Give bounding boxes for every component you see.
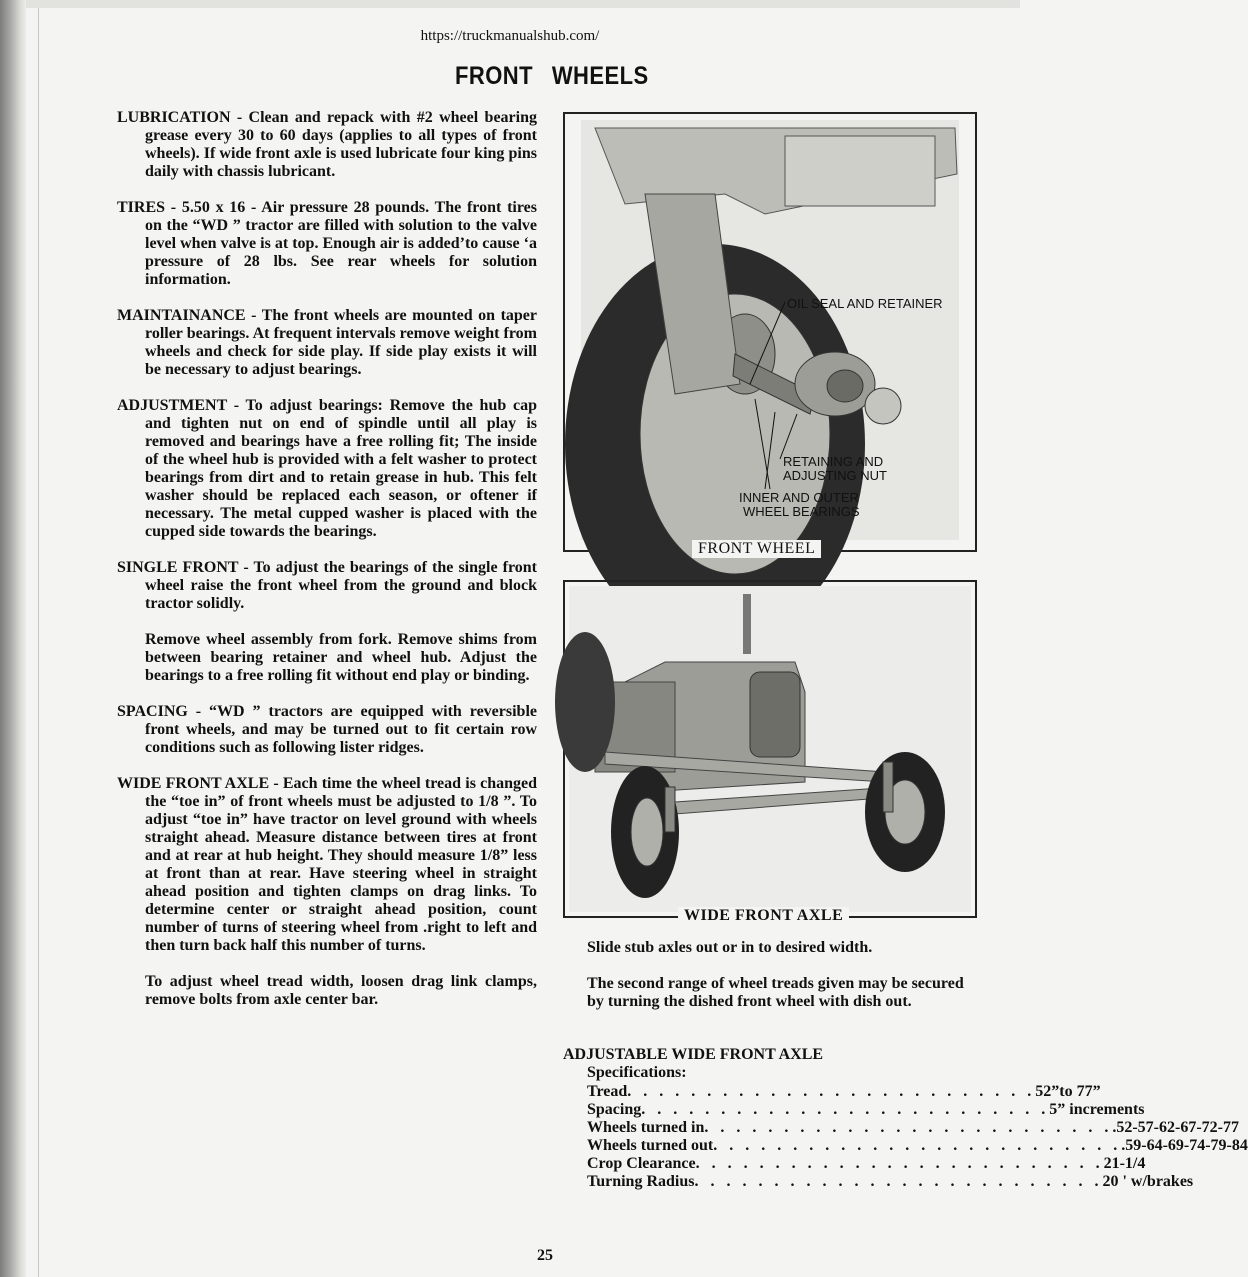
spec-row-wheels-in xyxy=(587,1119,1239,1137)
spec-label: Tread xyxy=(587,1083,628,1100)
spec-leader-dots: . . . . . . . . . . . . . . . . . . . . . . . . . . xyxy=(627,1083,1036,1100)
section-single-front xyxy=(117,559,537,613)
axle-note: The second range of wheel treads given may be secured by turning the dished front wheel with dish out. xyxy=(587,975,964,1010)
front-wheel-figure xyxy=(563,112,977,552)
page-title: FRONT WHEELS xyxy=(455,62,649,90)
section-heading: SPACING xyxy=(117,703,188,720)
section-lubrication xyxy=(117,109,537,181)
axle-notes-column xyxy=(587,939,977,1029)
section-heading: ADJUSTMENT xyxy=(117,397,227,414)
binding-crease xyxy=(38,0,39,1277)
spec-leader-dots: . . . . . . . . . . . . . . . . . . . . . . . . . . xyxy=(694,1173,1103,1190)
bearings-label-line1: INNER AND OUTER xyxy=(739,490,859,505)
spec-row-wheels-out xyxy=(587,1137,1248,1155)
section-wide-front-axle xyxy=(117,775,537,955)
page-number: 25 xyxy=(537,1247,553,1264)
section-adjustment xyxy=(117,397,537,541)
axle-note: Slide stub axles out or in to desired width. xyxy=(587,939,873,956)
radiator-grille xyxy=(750,672,800,757)
spec-value: 21-1/4 xyxy=(1103,1155,1146,1172)
tractor-illustration xyxy=(565,582,975,916)
spec-value: .59-64-69-74-79-84 xyxy=(1121,1137,1248,1154)
specs-heading: ADJUSTABLE WIDE FRONT AXLE xyxy=(563,1046,824,1063)
instructions-column xyxy=(117,109,537,1027)
exhaust-stack xyxy=(743,594,751,654)
spec-leader-dots: . . . . . . . . . . . . . . . . . . . . . . . . . . xyxy=(641,1101,1050,1118)
retaining-label-line2: ADJUSTING NUT xyxy=(783,468,887,483)
section-text: - To adjust the bearings of the single front wheel raise the front wheel from the ground and block tractor solidly. xyxy=(145,559,538,612)
scan-top-edge xyxy=(26,0,1020,8)
section-text: To adjust wheel tread width, loosen drag link clamps, remove bolts from axle center bar. xyxy=(145,973,537,1008)
section-spacing xyxy=(117,703,537,757)
section-heading: SINGLE FRONT xyxy=(117,559,239,576)
spec-leader-dots: . . . . . . . . . . . . . . . . . . . . . . . . . . xyxy=(704,1119,1113,1136)
spec-label: Crop Clearance xyxy=(587,1155,696,1172)
section-text: - The front wheels are mounted on taper roller bearings. At frequent intervals remove weight from wheels and check for side play. If side play exists it will be necessary to adjust bearings. xyxy=(145,307,537,378)
front-wheel-caption: FRONT WHEEL xyxy=(692,540,821,558)
right-king-pin xyxy=(883,762,893,812)
axle-bracket xyxy=(785,136,935,206)
section-maintainance xyxy=(117,307,537,379)
section-text: - 5.50 x 16 - Air pressure 28 pounds. The front tires on the “WD ” tractor are filled with solution to the valve level when valve is at top. Enough air is added’to cause ‘a pressure of 28 lbs. See rear wheels for solution information. xyxy=(145,199,537,288)
spec-value: 20 ' w/brakes xyxy=(1102,1173,1194,1190)
rear-wheel xyxy=(555,632,615,772)
section-heading: MAINTAINANCE xyxy=(117,307,246,324)
left-front-rim xyxy=(631,798,663,866)
specs-subheading: Specifications: xyxy=(587,1064,687,1081)
section-wide-front-axle-continued xyxy=(117,973,537,1009)
page-binding-shadow xyxy=(0,0,26,1277)
spec-row-crop-clearance xyxy=(587,1155,1146,1173)
spec-row-spacing xyxy=(587,1101,1145,1119)
section-text: Remove wheel assembly from fork. Remove shims from between bearing retainer and wheel hub. Adjust the bearings to a free rolling fit without end play or binding. xyxy=(145,631,537,684)
spec-leader-dots: . . . . . . . . . . . . . . . . . . . . . . . . . . xyxy=(695,1155,1104,1172)
section-heading: LUBRICATION xyxy=(117,109,231,126)
section-text: - To adjust bearings: Remove the hub cap and tighten nut on end of spindle until all play is removed and bearings have a free rolling fit; The inside of the wheel hub is provided with a felt washer to protect bearings from dirt and to retain grease in hub. This felt washer should be replaced each season, or oftener if necessary. The metal cupped washer is placed with the cupped side towards the bearings. xyxy=(145,397,537,540)
spec-label: Turning Radius xyxy=(587,1173,695,1190)
section-text: - “WD ” tractors are equipped with reversible front wheels, and may be turned out to fit certain row conditions such as following lister ridges. xyxy=(145,703,537,756)
wide-front-axle-figure xyxy=(563,580,977,918)
spec-row-turning-radius xyxy=(587,1173,1194,1191)
section-heading: TIRES xyxy=(117,199,166,216)
spec-value: 5” increments xyxy=(1049,1101,1145,1118)
spec-label: Wheels turned in xyxy=(587,1119,705,1136)
wide-front-axle-caption: WIDE FRONT AXLE xyxy=(678,907,849,925)
spec-label: Wheels turned out xyxy=(587,1137,714,1154)
spec-value: .52-57-62-67-72-77 xyxy=(1112,1119,1239,1136)
section-tires xyxy=(117,199,537,289)
section-single-front-continued xyxy=(117,631,537,685)
spec-row-tread xyxy=(587,1083,1101,1101)
hub-cap xyxy=(865,388,901,424)
spec-value: 52”to 77” xyxy=(1035,1083,1101,1100)
oil-seal-label: OIL SEAL AND RETAINER xyxy=(787,296,943,311)
spec-label: Spacing xyxy=(587,1101,642,1118)
bearings-label-line2: WHEEL BEARINGS xyxy=(743,504,860,519)
bearing-cup xyxy=(827,370,863,402)
source-url[interactable]: https://truckmanualshub.com/ xyxy=(420,28,600,44)
spec-leader-dots: . . . . . . . . . . . . . . . . . . . . . . . . . . xyxy=(713,1137,1122,1154)
specs-table xyxy=(587,1083,1248,1191)
retaining-label-line1: RETAINING AND xyxy=(783,454,884,469)
front-wheel-illustration xyxy=(565,114,975,550)
left-king-pin xyxy=(665,787,675,832)
section-text: - Clean and repack with #2 wheel bearing grease every 30 to 60 days (applies to all types of front wheels). If wide front axle is used lubricate four king pins daily with chassis lubricant. xyxy=(145,109,537,180)
section-heading: WIDE FRONT AXLE xyxy=(117,775,270,792)
section-text: - Each time the wheel tread is changed the “toe in” of front wheels must be adjusted to 1/8 ”. To adjust “toe in” have tractor on level ground with wheels straight ahead. Measure distance between tires at front and at rear at hub height. They should measure 1/8” less at front than at rear. Have steering wheel in straight ahead position and tighten clamps on drag links. To determine center or straight ahead position, count number of turns of steering wheel from .right to left and then turn back half this number of turns. xyxy=(145,775,538,954)
